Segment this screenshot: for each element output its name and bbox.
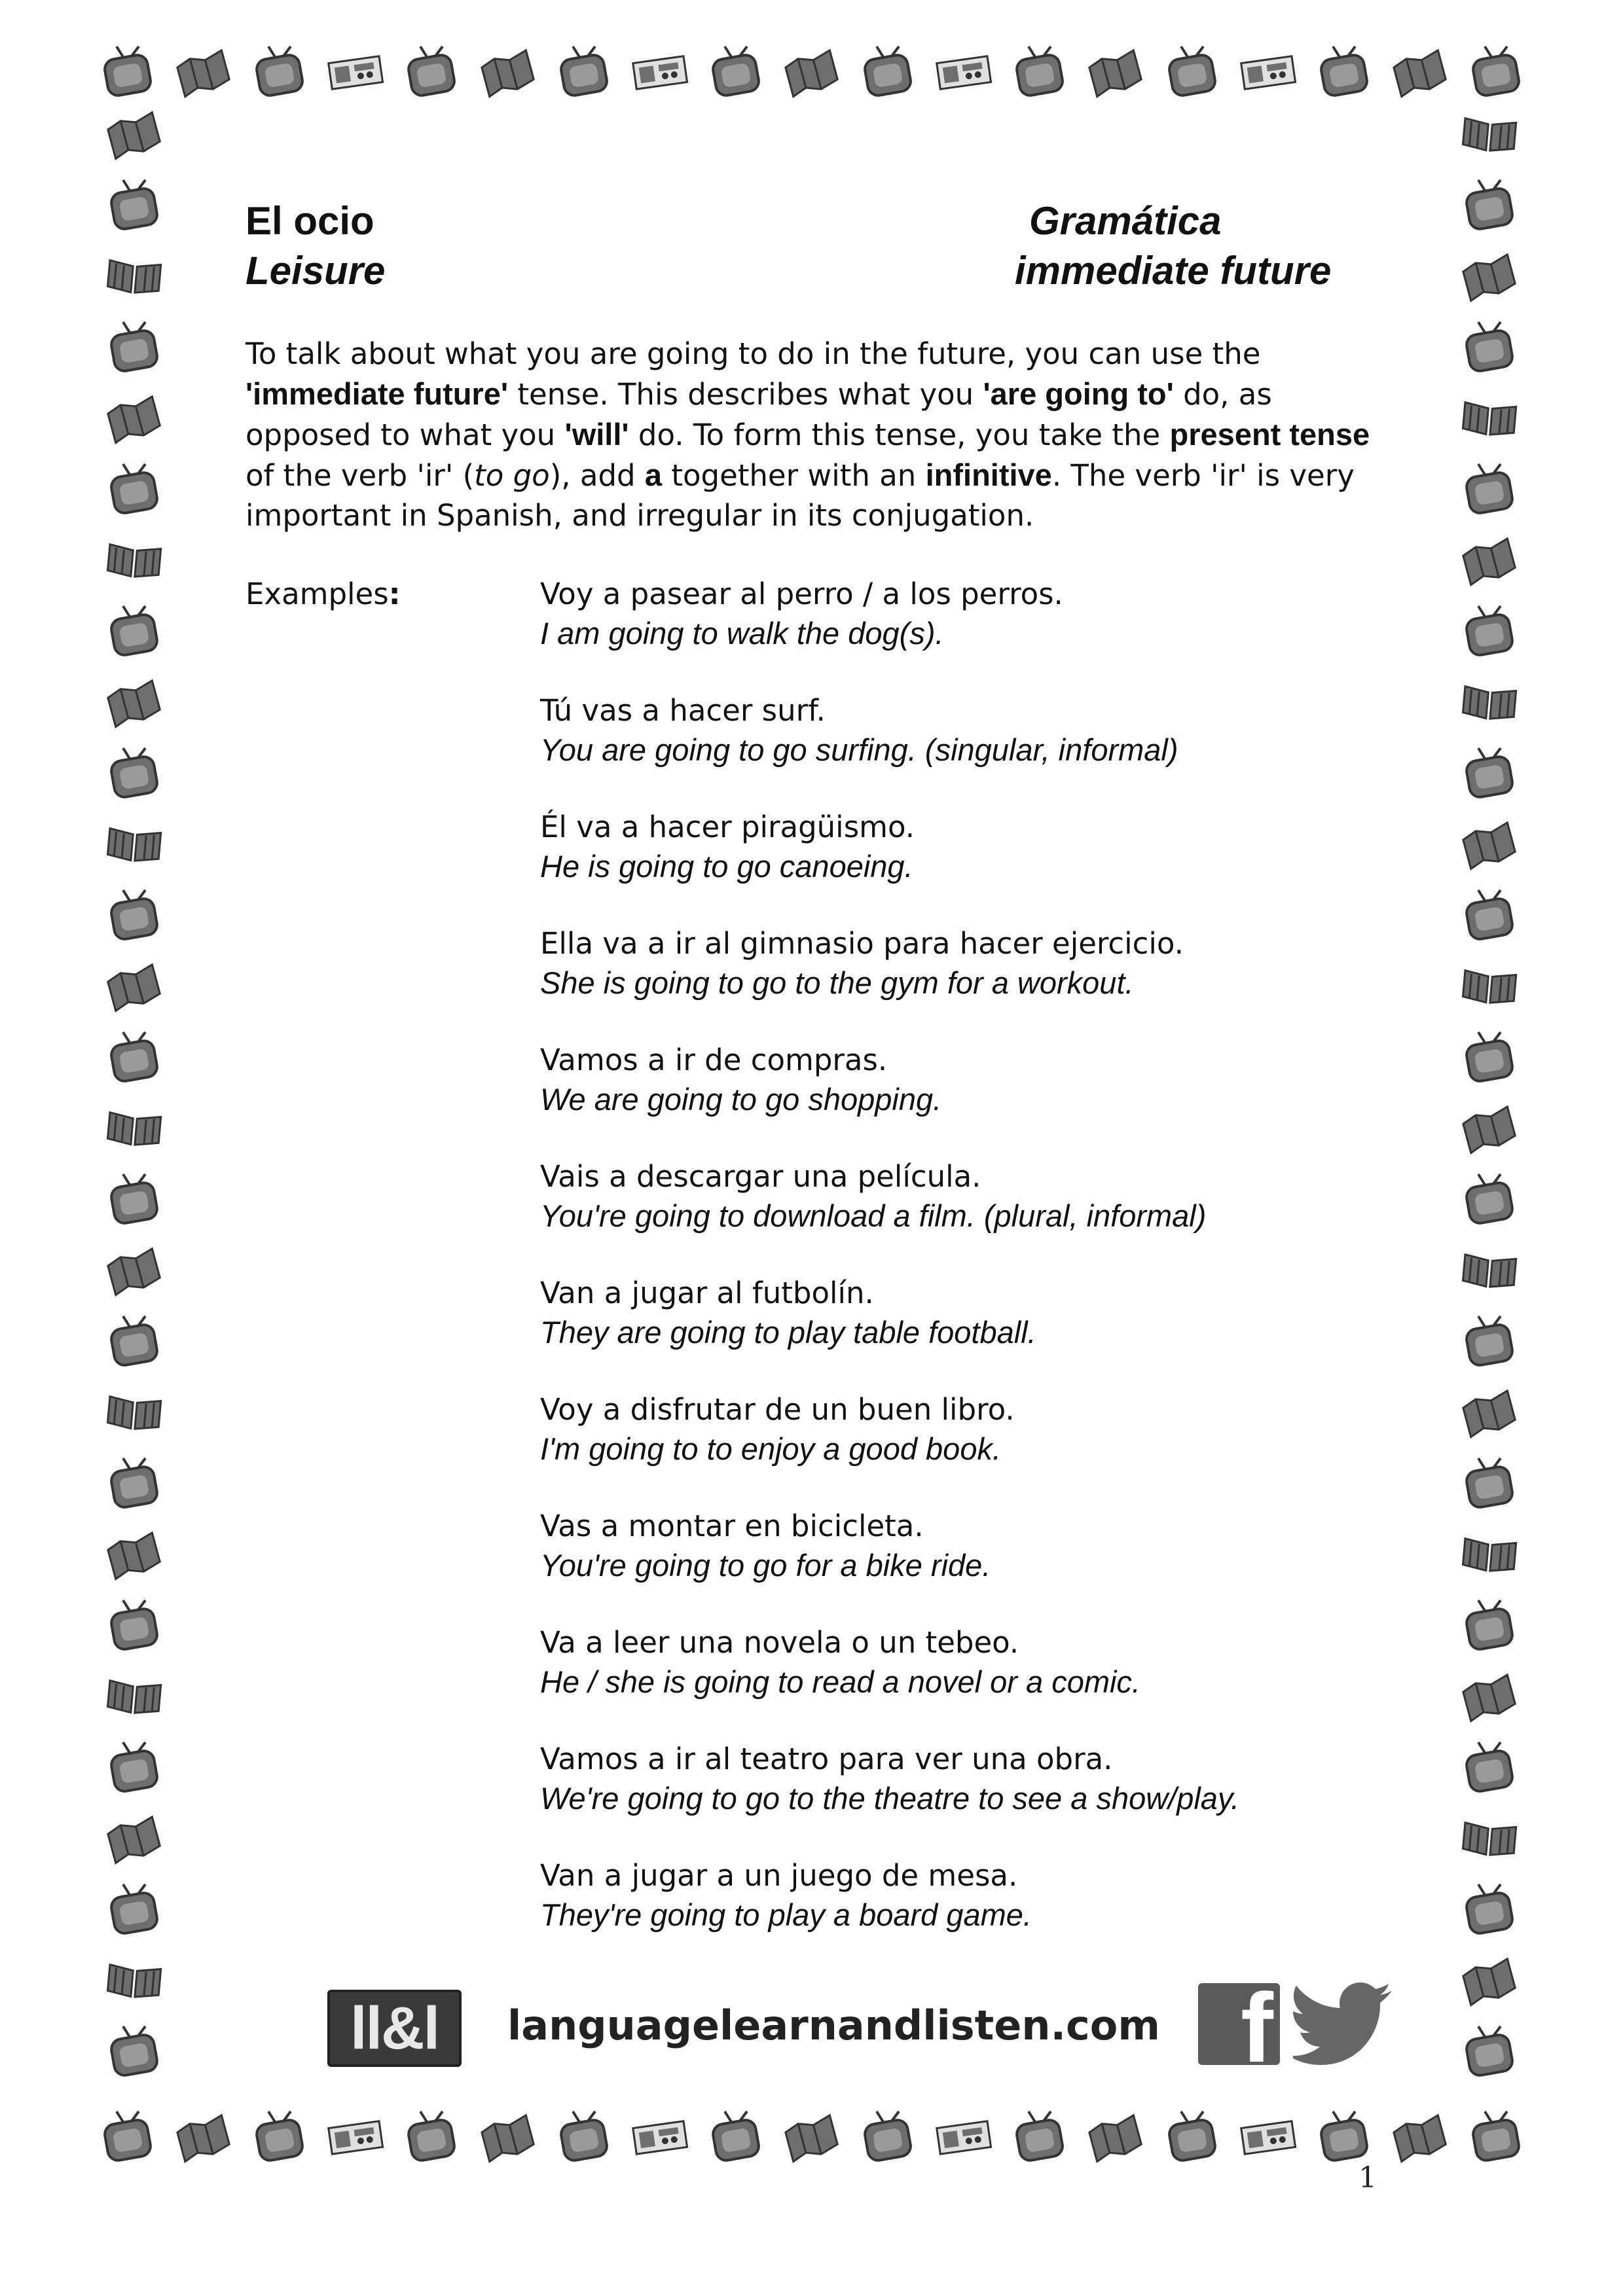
book-icon [105,1099,164,1158]
example-spanish: Tú vas a hacer surf. [540,693,826,728]
tv-icon [105,602,164,661]
tv-icon [1163,43,1222,101]
book-icon [105,815,164,874]
map-icon [1086,43,1145,101]
example-item [540,1274,1391,1390]
example-english: We're going to go to the theatre to see a show/play. [540,1781,1240,1816]
tv-icon [1460,318,1519,377]
map-icon [1460,815,1519,874]
tv-icon [105,318,164,377]
example-english: I'm going to to enjoy a good book. [540,1431,1002,1466]
intro-text: tense. This describes what you [508,377,983,412]
tv-icon [105,744,164,803]
example-english: They're going to play a board game. [540,1897,1032,1932]
map-icon [1391,2108,1450,2166]
map-icon [105,673,164,732]
border-right [1447,105,1532,2081]
tv-icon [105,176,164,235]
example-spanish: Van a jugar al futbolín. [540,1276,874,1310]
example-spanish: Voy a disfrutar de un buen libro. [540,1392,1015,1427]
book-icon [1460,673,1519,732]
grammar-point: immediate future [1015,249,1332,293]
intro-text: of the verb 'ir' ( [246,458,475,493]
example-english: She is going to go to the gym for a workout. [540,965,1134,1000]
topic-spanish: El ocio [246,199,374,243]
tv-icon [1460,1312,1519,1371]
tickets-icon [630,43,689,101]
tv-icon [105,460,164,519]
map-icon [479,2108,538,2166]
intro-text: together with an [662,458,926,493]
example-spanish: Vais a descargar una película. [540,1159,981,1194]
tv-icon [105,1028,164,1087]
map-icon [105,1525,164,1584]
intro-text: . The verb 'ir' is very important in Spanish, and irregular in its conjugation. [246,458,1355,533]
tickets-icon [934,2108,993,2166]
border-left [92,105,177,2081]
tv-icon [1460,744,1519,803]
tv-icon [1460,1738,1519,1797]
tv-icon [105,1170,164,1229]
tv-icon [1460,1170,1519,1229]
title-topic [246,196,385,296]
example-english: He / she is going to read a novel or a comic. [540,1664,1140,1699]
map-icon [1460,531,1519,590]
tv-icon [1460,1880,1519,1939]
map-icon [1460,1099,1519,1158]
tv-icon [98,2108,157,2166]
book-icon [105,1667,164,1726]
examples-label-colon: : [388,577,401,611]
examples-label-text: Examples [246,577,389,611]
intro-italic: to go [474,458,550,493]
tv-icon [250,43,309,101]
intro-text: do. To form this tense, you take the [629,418,1170,452]
tickets-icon [326,43,385,101]
book-icon [1460,105,1519,164]
map-icon [1460,1951,1519,2010]
book-icon [1460,1241,1519,1300]
example-english: I am going to walk the dog(s). [540,616,944,651]
map-icon [174,2108,233,2166]
tv-icon [98,43,157,101]
example-english: He is going to go canoeing. [540,849,913,884]
tv-icon [1010,2108,1069,2166]
example-spanish: Vamos a ir de compras. [540,1043,888,1077]
tv-icon [1460,1028,1519,1087]
example-item [540,1507,1391,1623]
tv-icon [105,2022,164,2081]
example-spanish: Van a jugar a un juego de mesa. [540,1858,1018,1893]
tickets-icon [1239,43,1298,101]
example-english: They are going to play table football. [540,1315,1036,1350]
tickets-icon [326,2108,385,2166]
book-icon [1460,389,1519,448]
section-label: Gramática [1029,199,1222,243]
border-top [98,36,1525,108]
tv-icon [555,2108,613,2166]
example-english: You're going to go for a bike ride. [540,1548,991,1583]
tv-icon [1163,2108,1222,2166]
map-icon [1460,1667,1519,1726]
tv-icon [706,43,765,101]
example-item [540,691,1391,808]
map-icon [105,1241,164,1300]
intro-bold: present tense [1169,417,1370,452]
intro-bold: a [644,457,663,492]
intro-text: To talk about what you are going to do in the future, you can use the [246,336,1261,371]
map-icon [105,957,164,1016]
tv-icon [706,2108,765,2166]
tv-icon [1460,460,1519,519]
example-item [540,1157,1391,1274]
intro-text: do, as opposed to what you [246,377,1272,452]
page-number: 1 [1359,2161,1377,2195]
tv-icon [1010,43,1069,101]
tv-icon [1315,43,1374,101]
tickets-icon [1239,2108,1298,2166]
tv-icon [105,1738,164,1797]
map-icon [479,43,538,101]
map-icon [1391,43,1450,101]
tv-icon [1460,602,1519,661]
border-bottom [98,2101,1525,2173]
facebook-icon[interactable] [1198,1983,1280,2065]
tv-icon [1460,2022,1519,2081]
example-english: You are going to go surfing. (singular, informal) [540,732,1178,767]
tv-icon [858,2108,917,2166]
tv-icon [402,43,461,101]
tv-icon [105,1880,164,1939]
title-grammar [1015,196,1381,296]
intro-paragraph [246,334,1388,535]
example-spanish: Ella va a ir al gimnasio para hacer ejercicio. [540,926,1184,961]
website-link[interactable]: languagelearnandlisten.com [507,2001,1160,2049]
tv-icon [1460,1454,1519,1513]
twitter-icon[interactable] [1293,1977,1398,2068]
tv-icon [1460,886,1519,945]
example-spanish: Él va a hacer piragüismo. [540,810,915,844]
tv-icon [858,43,917,101]
book-icon [105,247,164,306]
tv-icon [105,886,164,945]
map-icon [1086,2108,1145,2166]
examples-list [540,575,1391,1973]
facebook-glyph: f [1241,1983,1273,2065]
tickets-icon [934,43,993,101]
map-icon [1460,1383,1519,1442]
tv-icon [1315,2108,1374,2166]
intro-text: ), add [549,458,645,493]
map-icon [105,105,164,164]
intro-bold: infinitive [925,457,1052,492]
example-spanish: Voy a pasear al perro / a los perros. [540,577,1063,611]
tv-icon [250,2108,309,2166]
book-icon [1460,957,1519,1016]
tv-icon [1460,1596,1519,1655]
examples-label [246,575,401,614]
tv-icon [1460,176,1519,235]
example-item [540,808,1391,924]
tv-icon [402,2108,461,2166]
book-icon [1460,1525,1519,1584]
map-icon [782,43,841,101]
tv-icon [105,1596,164,1655]
example-item [540,1041,1391,1157]
brand-logo: ll&l [327,1990,462,2067]
map-icon [105,389,164,448]
example-english: You're going to download a film. (plural, informal) [540,1198,1207,1233]
topic-english: Leisure [246,249,386,293]
example-english: We are going to go shopping. [540,1082,942,1117]
example-item [540,1390,1391,1507]
example-item [540,1623,1391,1740]
tv-icon [105,1312,164,1371]
map-icon [782,2108,841,2166]
book-icon [105,1951,164,2010]
example-spanish: Vas a montar en bicicleta. [540,1509,924,1543]
book-icon [105,531,164,590]
example-item [540,1740,1391,1856]
example-item [540,1856,1391,1973]
tv-icon [1467,2108,1525,2166]
tv-icon [1467,43,1525,101]
example-spanish: Vamos a ir al teatro para ver una obra. [540,1742,1113,1776]
map-icon [174,43,233,101]
intro-bold: 'will' [564,417,629,452]
tv-icon [555,43,613,101]
tickets-icon [630,2108,689,2166]
map-icon [1460,247,1519,306]
map-icon [105,1809,164,1868]
book-icon [1460,1809,1519,1868]
tv-icon [105,1454,164,1513]
book-icon [105,1383,164,1442]
intro-bold: 'immediate future' [246,376,509,411]
example-item [540,575,1391,691]
example-item [540,924,1391,1041]
example-spanish: Va a leer una novela o un tebeo. [540,1625,1019,1660]
intro-bold: 'are going to' [983,376,1174,411]
